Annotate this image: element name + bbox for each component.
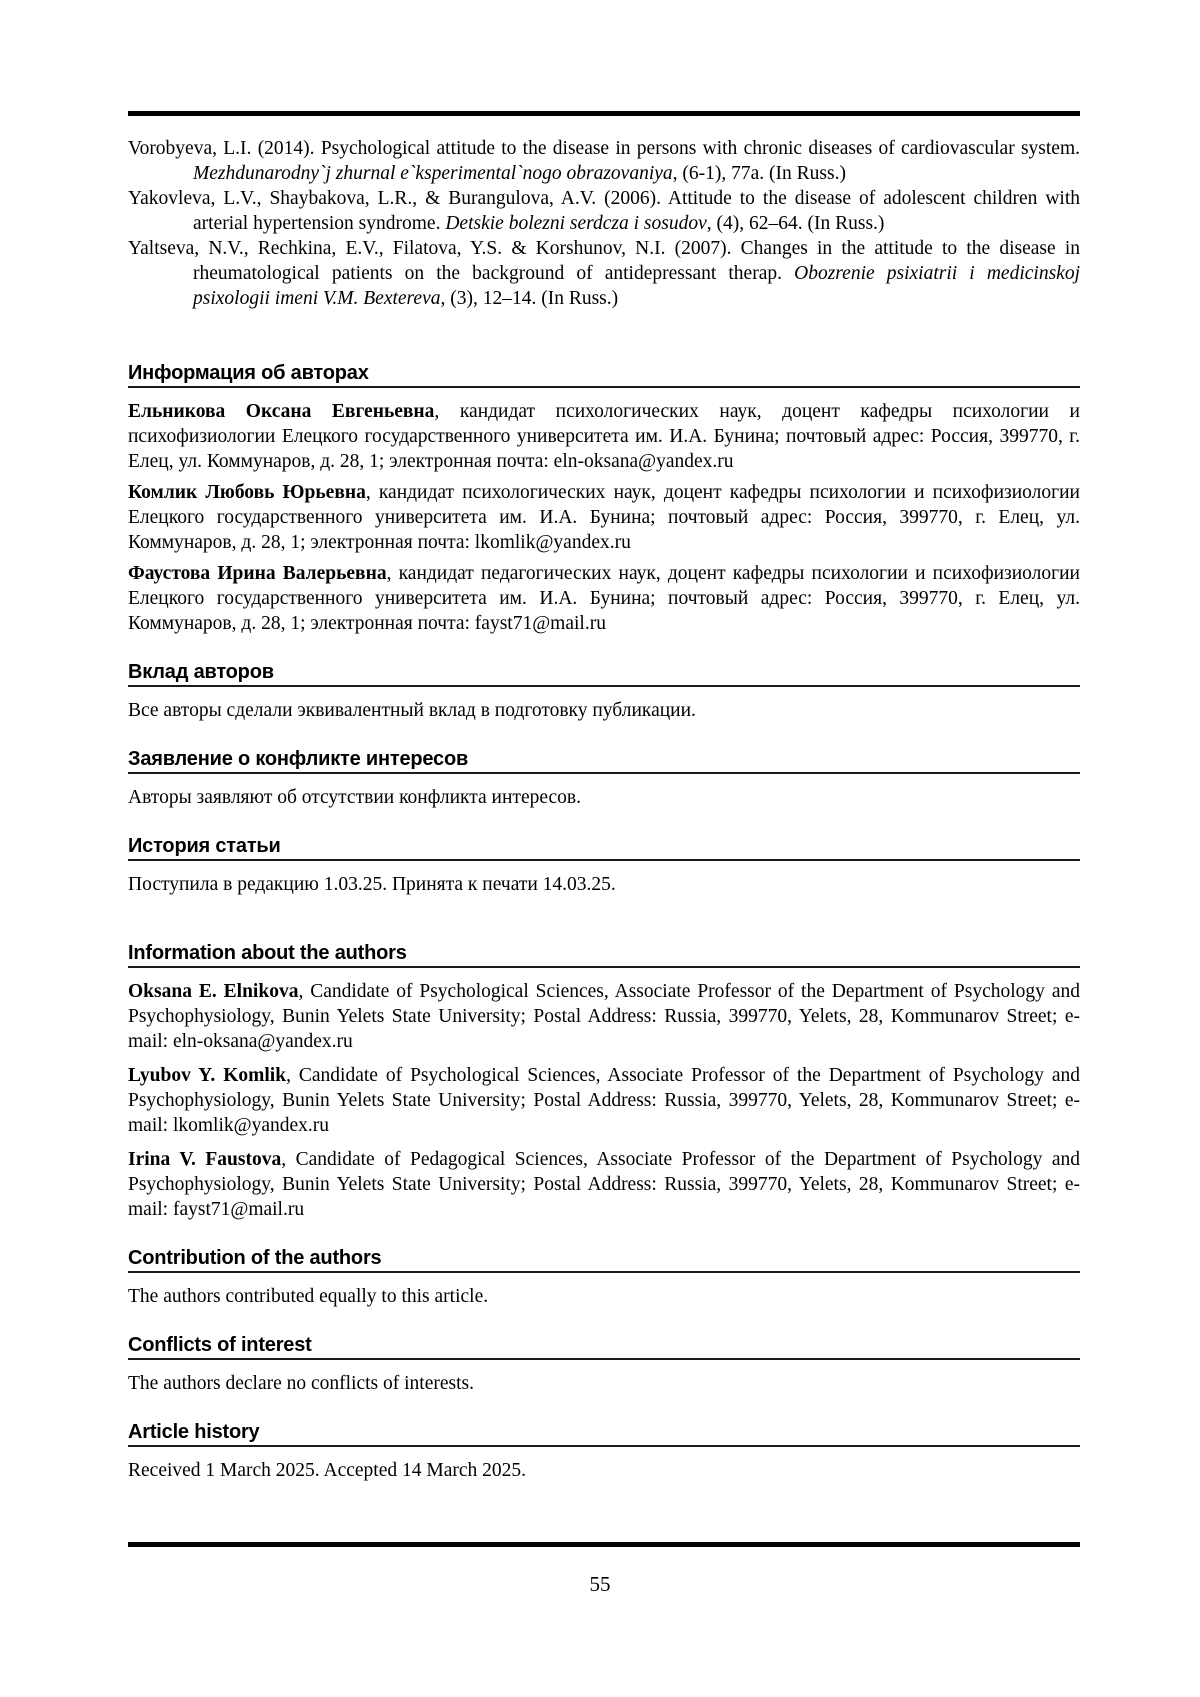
author-paragraph: [128, 480, 1080, 555]
reference-journal: Detskie bolezni serdcza i sosudov: [445, 213, 707, 234]
top-rule: [128, 111, 1080, 116]
author-details: , кандидат психологических наук, доцент кафедры психологии и психофизиологии Елецкого государственного университета им. И.А. Бунина; почтовый адрес: Россия, 399770, г. Елец, ул. Коммунаров, д. 28, 1; электронная почта: eln-oksana@yandex.ru: [128, 401, 1080, 472]
reference-entry: [128, 136, 1080, 186]
author-name: Ельникова Оксана Евгеньевна: [128, 401, 435, 422]
reference-text: Yaltseva, N.V., Rechkina, E.V., Filatova, Y.S. & Korshunov, N.I. (2007). Changes in the attitude to the disease in rheumatological patients on the background of antidepressant therap.: [128, 238, 1080, 284]
section-heading-conflicts-en: Conflicts of interest: [128, 1335, 1080, 1360]
section-heading-authors-info-ru: Информация об авторах: [128, 363, 1080, 388]
author-details: , кандидат педагогических наук, доцент кафедры психологии и психофизиологии Елецкого государственного университета им. И.А. Бунина; почтовый адрес: Россия, 399770, г. Елец, ул. Коммунаров, д. 28, 1; электронная почта: fayst71@mail.ru: [128, 563, 1080, 634]
section-heading-contribution-ru: Вклад авторов: [128, 662, 1080, 687]
author-name: Комлик Любовь Юрьевна: [128, 482, 366, 503]
author-paragraph: [128, 561, 1080, 636]
authors-info-en: [128, 979, 1080, 1222]
section-heading-history-en: Article history: [128, 1422, 1080, 1447]
authors-info-ru: [128, 399, 1080, 636]
reference-entry: [128, 186, 1080, 236]
history-text-en: Received 1 March 2025. Accepted 14 March 2025.: [128, 1460, 526, 1481]
reference-suffix: , (4), 62–64. (In Russ.): [706, 213, 885, 234]
page-content: [128, 111, 1080, 1491]
author-name: Lyubov Y. Komlik: [128, 1065, 287, 1086]
bottom-rule: [128, 1542, 1080, 1547]
reference-suffix: , (3), 12–14. (In Russ.): [440, 288, 619, 309]
author-details: , Candidate of Psychological Sciences, Associate Professor of the Department of Psychology and Psychophysiology, Bunin Yelets State University; Postal Address: Russia, 399770, Yelets, 28, Kommunarov Street; e-mail: eln-oksana@yandex.ru: [128, 981, 1080, 1052]
reference-suffix: , (6-1), 77a. (In Russ.): [672, 163, 846, 184]
author-name: Фаустова Ирина Валерьевна: [128, 563, 387, 584]
reference-entry: [128, 236, 1080, 311]
author-details: , Candidate of Psychological Sciences, Associate Professor of the Department of Psychology and Psychophysiology, Bunin Yelets State University; Postal Address: Russia, 399770, Yelets, 28, Kommunarov Street; e-mail: lkomlik@yandex.ru: [128, 1065, 1081, 1136]
author-details: , Candidate of Pedagogical Sciences, Associate Professor of the Department of Psychology and Psychophysiology, Bunin Yelets State University; Postal Address: Russia, 399770, Yelets, 28, Kommunarov Street; e-mail: fayst71@mail.ru: [128, 1149, 1080, 1220]
author-paragraph: [128, 399, 1080, 474]
section-heading-authors-info-en: Information about the authors: [128, 943, 1080, 968]
section-heading-history-ru: История статьи: [128, 836, 1080, 861]
section-heading-contribution-en: Contribution of the authors: [128, 1248, 1080, 1273]
author-name: Irina V. Faustova: [128, 1149, 282, 1170]
reference-journal: Obozrenie psixiatrii i medicinskoj psixologii imeni V.M. Bextereva: [193, 263, 1080, 309]
reference-text: Vorobyeva, L.I. (2014). Psychological attitude to the disease in persons with chronic diseases of cardiovascular system.: [128, 138, 1080, 159]
history-text-ru: Поступила в редакцию 1.03.25. Принята к печати 14.03.25.: [128, 874, 616, 895]
section-heading-conflicts-ru: Заявление о конфликте интересов: [128, 749, 1080, 774]
contribution-text-ru: Все авторы сделали эквивалентный вклад в подготовку публикации.: [128, 700, 696, 721]
author-details: , кандидат психологических наук, доцент кафедры психологии и психофизиологии Елецкого государственного университета им. И.А. Бунина; почтовый адрес: Россия, 399770, г. Елец, ул. Коммунаров, д. 28, 1; электронная почта: lkomlik@yandex.ru: [128, 482, 1080, 553]
conflicts-text-ru: Авторы заявляют об отсутствии конфликта интересов.: [128, 787, 581, 808]
author-paragraph: [128, 979, 1080, 1054]
page-number: 55: [589, 1572, 611, 1596]
references-list: [128, 136, 1080, 311]
author-paragraph: [128, 1063, 1080, 1138]
author-paragraph: [128, 1147, 1080, 1222]
author-name: Oksana E. Elnikova: [128, 981, 299, 1002]
reference-text: Yakovleva, L.V., Shaybakova, L.R., & Burangulova, A.V. (2006). Attitude to the disease of adolescent children with arterial hypertension syndrome.: [128, 188, 1080, 234]
reference-journal: Mezhdunarodny`j zhurnal e`ksperimental`nogo obrazovaniya: [193, 163, 673, 184]
conflicts-text-en: The authors declare no conflicts of interests.: [128, 1373, 475, 1394]
contribution-text-en: The authors contributed equally to this article.: [128, 1286, 489, 1307]
